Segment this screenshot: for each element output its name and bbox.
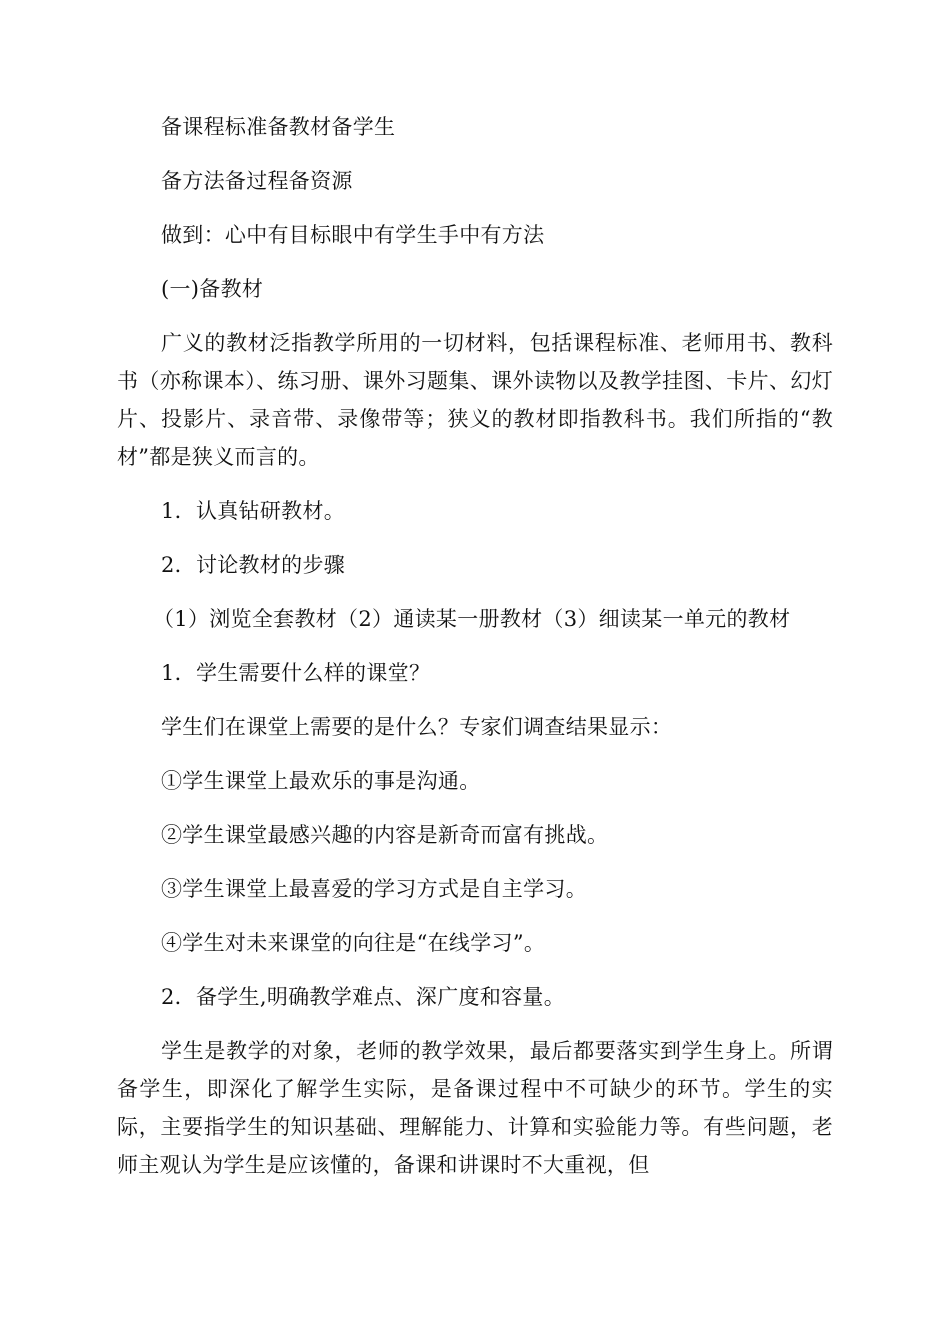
list-item-prepare-students: 2．备学生,明确教学难点、深广度和容量。 (161, 985, 566, 1009)
steps-line: （1）浏览全套教材（2）通读某一册教材（3）细读某一单元的教材 (153, 607, 791, 631)
survey-result-1: ①学生课堂上最欢乐的事是沟通。 (161, 769, 481, 793)
survey-result-2: ②学生课堂最感兴趣的内容是新奇而富有挑战。 (161, 823, 609, 847)
paragraph-students: 学生是教学的对象，老师的教学效果，最后都要落实到学生身上。所谓备学生，即深化了解学生实际，是备课过程中不可缺少的环节。学生的实际，主要指学生的知识基础、理解能力、计算和实验能力等。有些问题，老师主观认为学生是应该懂的，备课和讲课时不大重视，但 (117, 1039, 833, 1177)
list-item-study-textbook: 1．认真钻研教材。 (161, 499, 346, 523)
document-page (117, 108, 833, 1200)
heading-prep-items-2: 备方法备过程备资源 (161, 169, 353, 193)
list-item-classroom-question: 1．学生需要什么样的课堂？ (161, 661, 431, 685)
goal-statement: 做到：心中有目标眼中有学生手中有方法 (161, 223, 545, 247)
survey-result-3: ③学生课堂上最喜爱的学习方式是自主学习。 (161, 877, 587, 901)
survey-intro: 学生们在课堂上需要的是什么？专家们调查结果显示： (161, 715, 673, 739)
list-item-discussion-steps: 2．讨论教材的步骤 (161, 553, 346, 577)
survey-result-4: ④学生对未来课堂的向往是“在线学习”。 (161, 931, 546, 955)
paragraph-textbook-definition: 广义的教材泛指教学所用的一切材料，包括课程标准、老师用书、教科书（亦称课本）、练习册、课外习题集、课外读物以及教学挂图、卡片、幻灯片、投影片、录音带、录像带等；狭义的教材即指教科书。我们所指的“教材”都是狭义而言的。 (117, 331, 833, 469)
section-heading-textbook: (一)备教材 (161, 277, 264, 301)
heading-prep-items-1: 备课程标准备教材备学生 (161, 115, 396, 139)
